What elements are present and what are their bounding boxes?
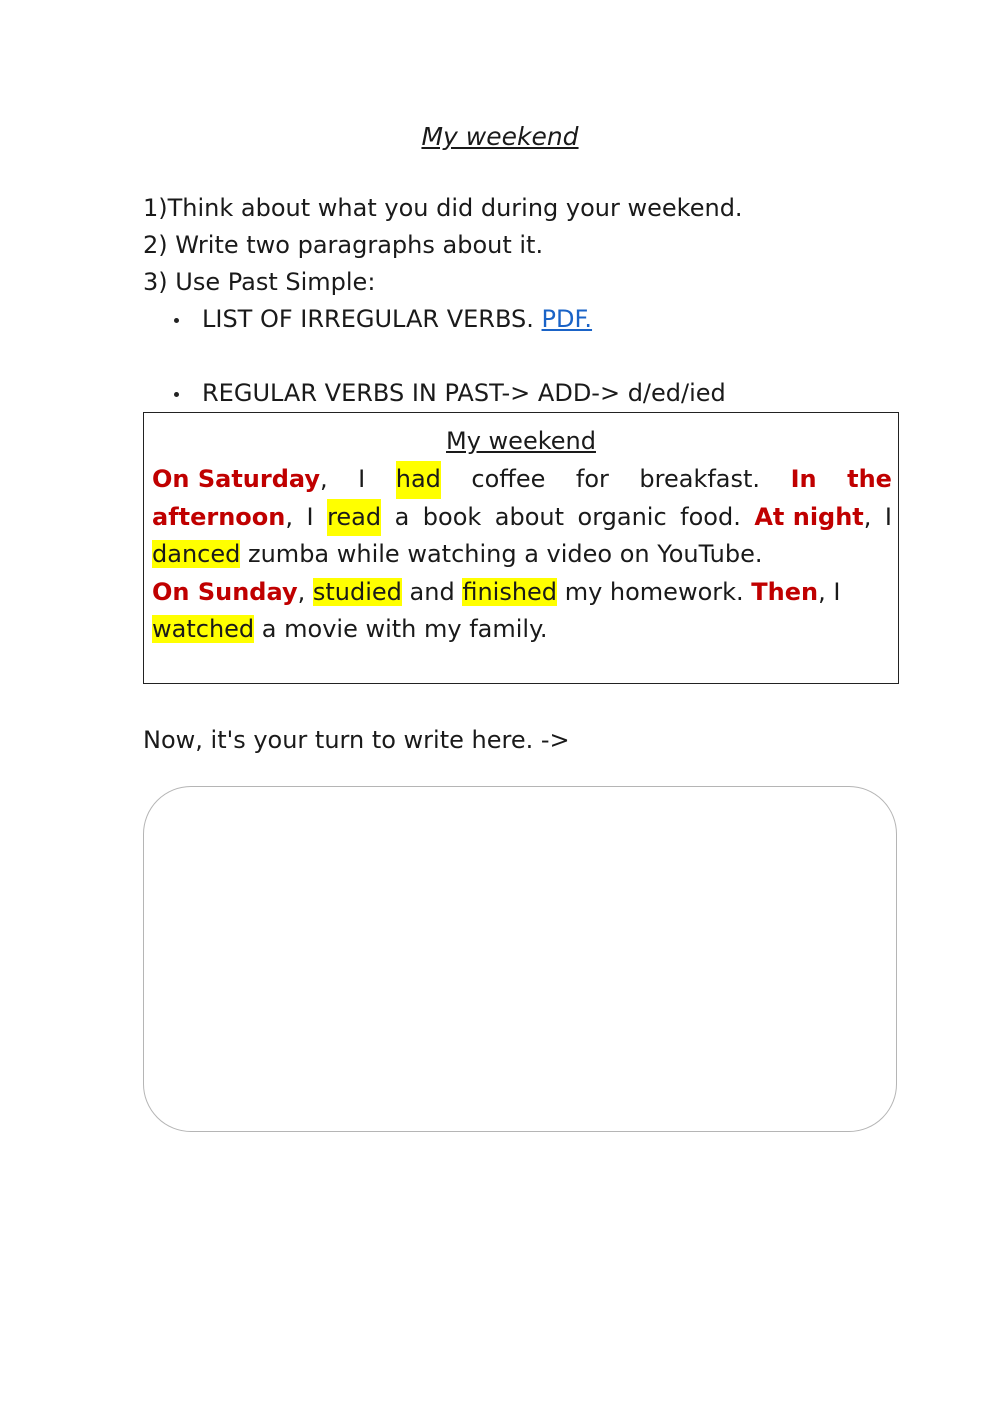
time-word: On Saturday [152,465,320,493]
bullet-dot-icon [174,318,179,323]
sentence-text: a movie with my family. [261,615,548,643]
instruction-step-3: 3) Use Past Simple: [143,268,376,296]
pdf-link[interactable]: PDF. [541,305,593,333]
time-word: the [847,465,892,493]
time-word: In [790,465,817,493]
word: about [494,502,565,531]
time-word: On Sunday [152,577,298,606]
sentence-text: zumba while watching a video on YouTube. [248,540,763,568]
word: I [358,465,366,493]
answer-textarea[interactable] [143,786,897,1132]
highlighted-verb: finished [462,577,558,606]
highlighted-verb: studied [312,577,402,606]
word: food. [680,502,741,531]
example-text [152,461,892,649]
word: book [422,502,482,531]
word: I [306,502,314,531]
word: and [409,577,455,606]
irregular-verbs-label: LIST OF IRREGULAR VERBS. [202,305,534,333]
word: I [833,577,841,606]
highlighted-verb: had [396,461,441,499]
time-word: afternoon [152,502,286,531]
instruction-step-1: 1)Think about what you did during your weekend. [143,194,743,222]
example-box [143,412,899,684]
word: organic [577,502,667,531]
example-line-4: On Sunday, studied and finished my homework. Then, I [152,577,841,606]
regular-verbs-label: REGULAR VERBS IN PAST-> ADD-> d/ed/ied [202,379,726,407]
word: I [884,502,892,531]
word: breakfast. [639,465,761,493]
word: coffee [471,465,546,493]
page-title: My weekend [421,122,579,151]
highlighted-verb: watched [152,615,255,643]
example-line-1: On Saturday, I had coffee for breakfast. In the [152,461,892,499]
word: a [394,502,410,531]
sentence-text: my homework. [564,577,744,606]
word: for [575,465,609,493]
writing-prompt: Now, it's your turn to write here. -> [143,726,570,754]
instructions-list [143,190,743,301]
bullet-dot-icon [174,392,179,397]
time-word: At night [754,502,864,531]
highlighted-verb: danced [152,540,241,568]
time-word: Then [751,577,819,606]
example-title: My weekend [446,427,596,455]
instruction-step-2: 2) Write two paragraphs about it. [143,231,544,259]
example-line-3 [152,536,892,574]
example-line-5 [152,611,892,649]
highlighted-verb: read [327,499,381,537]
example-line-2: afternoon, I read a book about organic food. At night, I [152,499,892,537]
